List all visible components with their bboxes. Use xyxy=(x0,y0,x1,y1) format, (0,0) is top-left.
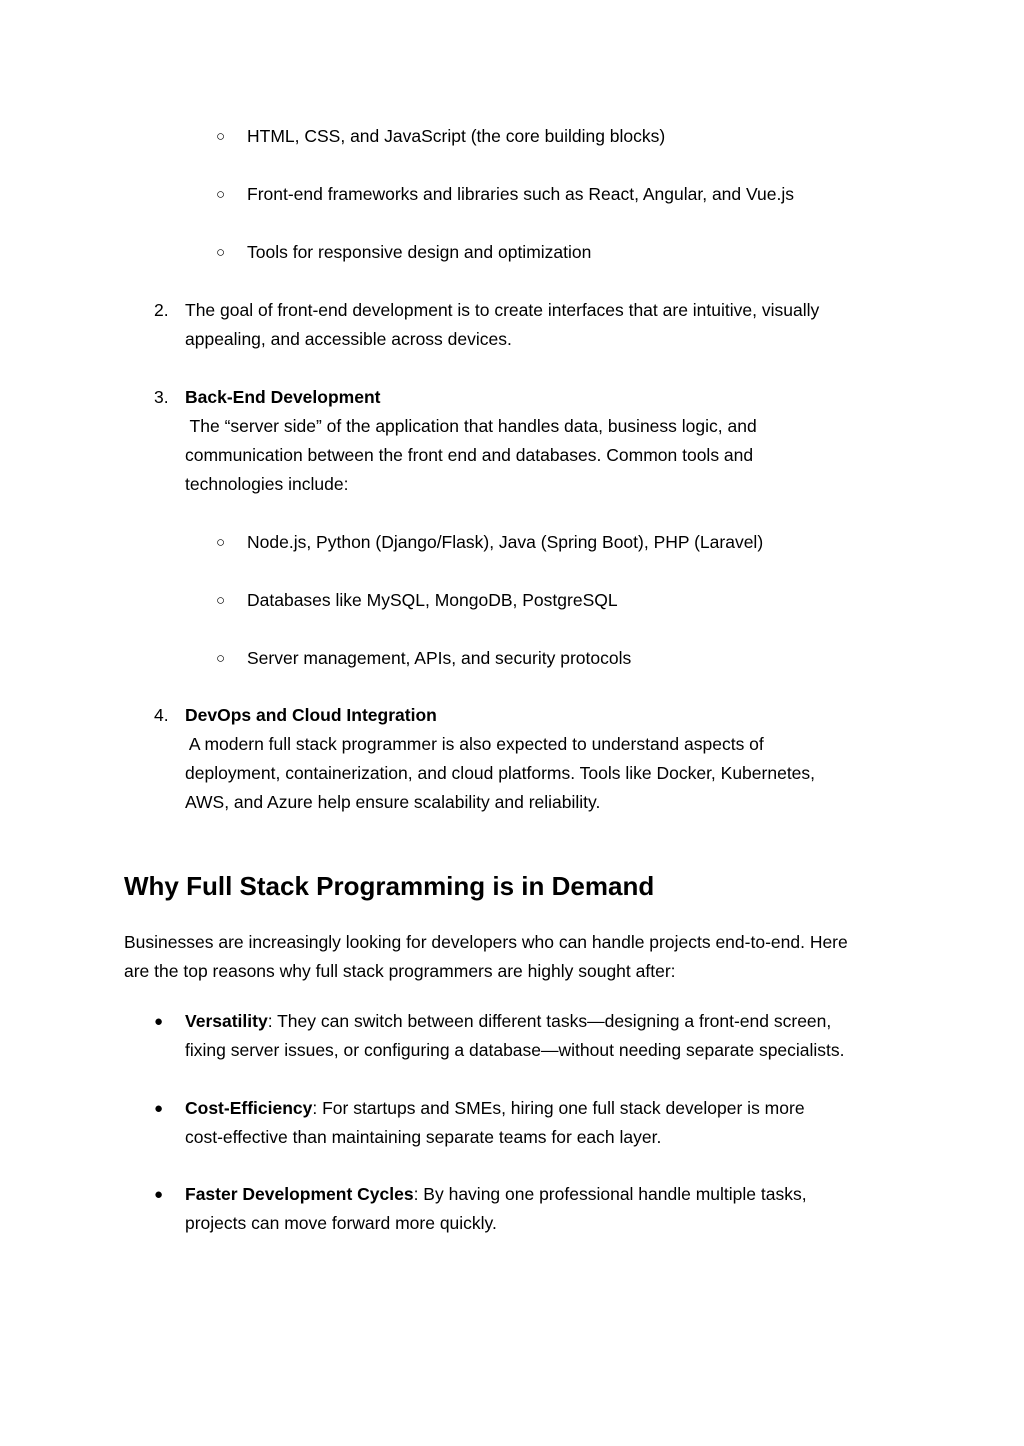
list-item-text: Node.js, Python (Django/Flask), Java (Spring Boot), PHP (Laravel) xyxy=(247,532,764,552)
hollow-bullet-icon: ○ xyxy=(216,534,226,551)
item-title: DevOps and Cloud Integration xyxy=(185,705,437,725)
item-number: 3. xyxy=(154,387,169,407)
bullet-text-line: fixing server issues, or configuring a database—without needing separate specialists. xyxy=(185,1040,845,1060)
list-item-text: Tools for responsive design and optimization xyxy=(247,242,592,262)
hollow-bullet-icon: ○ xyxy=(216,186,226,203)
hollow-bullet-icon: ○ xyxy=(216,128,226,145)
hollow-bullet-icon: ○ xyxy=(216,650,226,667)
bullet-text-line: cost-effective than maintaining separate teams for each layer. xyxy=(185,1127,662,1147)
section-heading: Why Full Stack Programming is in Demand xyxy=(124,871,655,901)
numbered-item-4 xyxy=(154,701,914,817)
bullet-dot-icon: ● xyxy=(154,1186,164,1203)
item-text-line: The goal of front-end development is to create interfaces that are intuitive, visually xyxy=(185,300,820,320)
item-text-line: communication between the front end and databases. Common tools and xyxy=(185,445,754,465)
hollow-bullet-icon: ○ xyxy=(216,592,226,609)
hollow-bullet-icon: ○ xyxy=(216,244,226,261)
bullet-text-line: projects can move forward more quickly. xyxy=(185,1213,497,1233)
list-item-text: Front-end frameworks and libraries such as React, Angular, and Vue.js xyxy=(247,184,794,204)
list-item-text: Databases like MySQL, MongoDB, PostgreSQL xyxy=(247,590,618,610)
item-text-line: deployment, containerization, and cloud platforms. Tools like Docker, Kubernetes, xyxy=(185,763,816,783)
paragraph-line: Businesses are increasingly looking for developers who can handle projects end-to-end. Here xyxy=(124,932,848,952)
bullet-text: : They can switch between different tasks—designing a front-end screen, xyxy=(267,1011,832,1031)
numbered-item-3 xyxy=(154,383,914,499)
item-text-line: appealing, and accessible across devices. xyxy=(185,329,512,349)
bullet-item-versatility xyxy=(154,1007,914,1065)
bullet-term: Cost-Efficiency xyxy=(185,1098,313,1118)
bullet-dot-icon: ● xyxy=(154,1100,164,1117)
numbered-item-2 xyxy=(154,296,914,354)
item-text-line: The “server side” of the application that handles data, business logic, and xyxy=(185,416,757,436)
item-text-line: AWS, and Azure help ensure scalability and reliability. xyxy=(185,792,601,812)
bullet-dot-icon: ● xyxy=(154,1013,164,1030)
bullet-text: : For startups and SMEs, hiring one full stack developer is more xyxy=(312,1098,805,1118)
list-item-text: Server management, APIs, and security protocols xyxy=(247,648,632,668)
item-number: 4. xyxy=(154,705,169,725)
bullet-term: Versatility xyxy=(185,1011,268,1031)
list-item-text: HTML, CSS, and JavaScript (the core building blocks) xyxy=(247,126,666,146)
bullet-text: : By having one professional handle multiple tasks, xyxy=(413,1184,807,1204)
item-text-line: technologies include: xyxy=(185,474,349,494)
bullet-item-faster-development xyxy=(154,1180,914,1238)
bullet-term: Faster Development Cycles xyxy=(185,1184,414,1204)
intro-paragraph xyxy=(124,928,914,986)
bullet-item-cost-efficiency xyxy=(154,1094,914,1152)
item-number: 2. xyxy=(154,300,169,320)
paragraph-line: are the top reasons why full stack programmers are highly sought after: xyxy=(124,961,676,981)
item-title: Back-End Development xyxy=(185,387,381,407)
item-text-line: A modern full stack programmer is also expected to understand aspects of xyxy=(185,734,764,754)
